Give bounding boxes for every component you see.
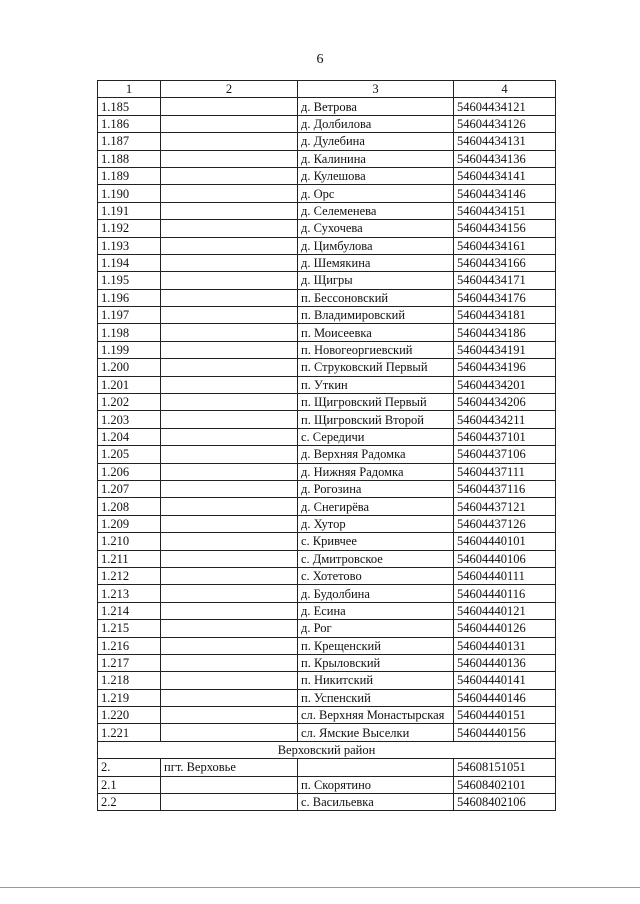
table-row (98, 272, 556, 289)
settlement-cell: д. Рог (298, 620, 454, 637)
settlement-cell: п. Успенский (298, 689, 454, 706)
row-number: 1.199 (98, 341, 161, 358)
table-row (98, 620, 556, 637)
settlement-cell: д. Кулешова (298, 167, 454, 184)
table-row (98, 133, 556, 150)
oktmo-code-cell: 54604440156 (454, 724, 556, 741)
row-number: 1.197 (98, 307, 161, 324)
row-number: 1.186 (98, 115, 161, 132)
settlement-cell: п. Бессоновский (298, 289, 454, 306)
settlement-cell: сл. Ямские Выселки (298, 724, 454, 741)
row-number: 1.221 (98, 724, 161, 741)
row-number: 1.185 (98, 98, 161, 115)
table-row (98, 202, 556, 219)
table-row (98, 689, 556, 706)
row-number: 1.220 (98, 707, 161, 724)
municipality-cell (161, 254, 298, 271)
row-number: 1.203 (98, 411, 161, 428)
table-row (98, 185, 556, 202)
oktmo-code-cell: 54604434176 (454, 289, 556, 306)
settlement-cell: с. Кривчее (298, 533, 454, 550)
row-number: 1.206 (98, 463, 161, 480)
settlement-cell: с. Хотетово (298, 567, 454, 584)
oktmo-code-cell: 54604434121 (454, 98, 556, 115)
row-number: 1.210 (98, 533, 161, 550)
municipality-cell (161, 237, 298, 254)
settlement-cell: д. Калинина (298, 150, 454, 167)
table-row (98, 220, 556, 237)
oktmo-code-cell: 54604434126 (454, 115, 556, 132)
district-heading: Верховский район (98, 741, 556, 758)
column-header: 2 (161, 81, 298, 98)
scan-edge-line (0, 887, 640, 888)
municipality-cell (161, 133, 298, 150)
row-number: 1.211 (98, 550, 161, 567)
municipality-cell (161, 654, 298, 671)
table-row (98, 759, 556, 776)
row-number: 1.217 (98, 654, 161, 671)
row-number: 1.219 (98, 689, 161, 706)
table-row (98, 341, 556, 358)
oktmo-code-cell: 54604434136 (454, 150, 556, 167)
row-number: 1.201 (98, 376, 161, 393)
municipality-cell (161, 689, 298, 706)
row-number: 1.202 (98, 394, 161, 411)
oktmo-code-cell: 54604440131 (454, 637, 556, 654)
municipality-cell (161, 585, 298, 602)
municipality-cell: пгт. Верховье (161, 759, 298, 776)
row-number: 1.208 (98, 498, 161, 515)
row-number: 2.1 (98, 776, 161, 793)
table-header-row (98, 81, 556, 98)
table-body-main (98, 98, 556, 707)
settlement-cell: д. Сухочева (298, 220, 454, 237)
municipality-cell (161, 480, 298, 497)
oktmo-code-cell: 54604434131 (454, 133, 556, 150)
municipality-cell (161, 98, 298, 115)
settlement-cell: д. Нижняя Радомка (298, 463, 454, 480)
table-row (98, 254, 556, 271)
settlement-cell: п. Моисеевка (298, 324, 454, 341)
table-row (98, 428, 556, 445)
settlement-cell: п. Владимировский (298, 307, 454, 324)
municipality-cell (161, 394, 298, 411)
municipality-cell (161, 724, 298, 741)
municipality-cell (161, 515, 298, 532)
settlement-cell: п. Струковский Первый (298, 359, 454, 376)
column-header: 1 (98, 81, 161, 98)
table-row (98, 463, 556, 480)
settlement-cell: с. Васильевка (298, 794, 454, 811)
municipality-cell (161, 463, 298, 480)
table-row (98, 307, 556, 324)
oktmo-code-cell: 54608151051 (454, 759, 556, 776)
table-row (98, 394, 556, 411)
table-row (98, 794, 556, 811)
oktmo-code-cell: 54604437111 (454, 463, 556, 480)
oktmo-code-cell: 54604434181 (454, 307, 556, 324)
oktmo-code-cell: 54604434171 (454, 272, 556, 289)
settlements-table (97, 80, 556, 811)
settlement-cell: д. Орс (298, 185, 454, 202)
row-number: 1.189 (98, 167, 161, 184)
settlement-cell: д. Селеменева (298, 202, 454, 219)
settlement-cell: п. Никитский (298, 672, 454, 689)
oktmo-code-cell: 54604434191 (454, 341, 556, 358)
municipality-cell (161, 411, 298, 428)
table-row (98, 98, 556, 115)
row-number: 1.215 (98, 620, 161, 637)
table-row (98, 776, 556, 793)
settlement-cell: п. Скорятино (298, 776, 454, 793)
municipality-cell (161, 550, 298, 567)
row-number: 1.190 (98, 185, 161, 202)
municipality-cell (161, 167, 298, 184)
municipality-cell (161, 185, 298, 202)
settlement-cell: п. Крыловский (298, 654, 454, 671)
table-row (98, 411, 556, 428)
settlement-cell: сл. Верхняя Монастырская (298, 707, 454, 724)
settlement-cell: п. Новогеоргиевский (298, 341, 454, 358)
table-row (98, 150, 556, 167)
municipality-cell (161, 202, 298, 219)
column-header: 4 (454, 81, 556, 98)
municipality-cell (161, 341, 298, 358)
municipality-cell (161, 220, 298, 237)
row-number: 1.187 (98, 133, 161, 150)
oktmo-code-cell: 54604434146 (454, 185, 556, 202)
row-number: 1.214 (98, 602, 161, 619)
oktmo-code-cell: 54604437106 (454, 446, 556, 463)
oktmo-code-cell: 54604434196 (454, 359, 556, 376)
settlement-cell: д. Рогозина (298, 480, 454, 497)
oktmo-code-cell: 54604440151 (454, 707, 556, 724)
settlement-cell: с. Середичи (298, 428, 454, 445)
row-number: 1.212 (98, 567, 161, 584)
oktmo-code-cell: 54604440126 (454, 620, 556, 637)
settlement-cell: д. Шемякина (298, 254, 454, 271)
municipality-cell (161, 428, 298, 445)
oktmo-code-cell: 54604434151 (454, 202, 556, 219)
settlement-cell: д. Ветрова (298, 98, 454, 115)
oktmo-code-cell: 54604437121 (454, 498, 556, 515)
oktmo-code-cell: 54604434166 (454, 254, 556, 271)
oktmo-code-cell: 54608402101 (454, 776, 556, 793)
row-number: 1.193 (98, 237, 161, 254)
table-row (98, 289, 556, 306)
row-number: 1.218 (98, 672, 161, 689)
oktmo-code-cell: 54604434211 (454, 411, 556, 428)
municipality-cell (161, 776, 298, 793)
oktmo-code-cell: 54604437116 (454, 480, 556, 497)
settlement-cell: п. Щигровский Первый (298, 394, 454, 411)
settlement-cell: д. Щигры (298, 272, 454, 289)
oktmo-code-cell: 54604440111 (454, 567, 556, 584)
oktmo-code-cell: 54604440136 (454, 654, 556, 671)
oktmo-code-cell: 54604434141 (454, 167, 556, 184)
municipality-cell (161, 707, 298, 724)
settlement-cell: д. Долбилова (298, 115, 454, 132)
settlement-cell (298, 759, 454, 776)
table-row (98, 672, 556, 689)
settlement-cell: п. Уткин (298, 376, 454, 393)
table-body-district (98, 759, 556, 811)
municipality-cell (161, 567, 298, 584)
table-row (98, 724, 556, 741)
district-heading-row (98, 741, 556, 758)
table-row (98, 359, 556, 376)
table-row (98, 602, 556, 619)
municipality-cell (161, 359, 298, 376)
row-number: 1.204 (98, 428, 161, 445)
oktmo-code-cell: 54604434201 (454, 376, 556, 393)
oktmo-code-cell: 54604440116 (454, 585, 556, 602)
table-row (98, 533, 556, 550)
table-row (98, 567, 556, 584)
row-number: 1.188 (98, 150, 161, 167)
row-number: 1.191 (98, 202, 161, 219)
row-number: 1.207 (98, 480, 161, 497)
oktmo-code-cell: 54604440141 (454, 672, 556, 689)
settlement-cell: п. Крещенский (298, 637, 454, 654)
table-row (98, 324, 556, 341)
table-row (98, 707, 556, 724)
table-row (98, 585, 556, 602)
table-row (98, 446, 556, 463)
municipality-cell (161, 620, 298, 637)
column-header: 3 (298, 81, 454, 98)
row-number: 1.194 (98, 254, 161, 271)
oktmo-code-cell: 54604434156 (454, 220, 556, 237)
oktmo-code-cell: 54604434186 (454, 324, 556, 341)
oktmo-code-cell: 54604434161 (454, 237, 556, 254)
settlement-cell: д. Будолбина (298, 585, 454, 602)
municipality-cell (161, 794, 298, 811)
table-row (98, 654, 556, 671)
municipality-cell (161, 533, 298, 550)
municipality-cell (161, 376, 298, 393)
settlement-cell: д. Верхняя Радомка (298, 446, 454, 463)
municipality-cell (161, 498, 298, 515)
row-number: 1.205 (98, 446, 161, 463)
settlement-cell: с. Дмитровское (298, 550, 454, 567)
row-number: 1.209 (98, 515, 161, 532)
oktmo-code-cell: 54604437126 (454, 515, 556, 532)
row-number: 1.198 (98, 324, 161, 341)
settlement-cell: д. Хутор (298, 515, 454, 532)
row-number: 1.196 (98, 289, 161, 306)
table-row (98, 498, 556, 515)
row-number: 2. (98, 759, 161, 776)
oktmo-code-cell: 54608402106 (454, 794, 556, 811)
oktmo-code-cell: 54604434206 (454, 394, 556, 411)
municipality-cell (161, 637, 298, 654)
table-row (98, 115, 556, 132)
table-row (98, 376, 556, 393)
table-row (98, 167, 556, 184)
municipality-cell (161, 307, 298, 324)
table-row (98, 237, 556, 254)
settlement-cell: д. Снегирёва (298, 498, 454, 515)
oktmo-code-cell: 54604437101 (454, 428, 556, 445)
row-number: 1.192 (98, 220, 161, 237)
table-row (98, 550, 556, 567)
municipality-cell (161, 672, 298, 689)
municipality-cell (161, 150, 298, 167)
row-number: 1.216 (98, 637, 161, 654)
municipality-cell (161, 115, 298, 132)
municipality-cell (161, 602, 298, 619)
table-row (98, 515, 556, 532)
row-number: 1.195 (98, 272, 161, 289)
row-number: 2.2 (98, 794, 161, 811)
row-number: 1.213 (98, 585, 161, 602)
municipality-cell (161, 446, 298, 463)
oktmo-code-cell: 54604440121 (454, 602, 556, 619)
settlement-cell: д. Дулебина (298, 133, 454, 150)
page-number: 6 (316, 52, 324, 67)
row-number: 1.200 (98, 359, 161, 376)
oktmo-code-cell: 54604440106 (454, 550, 556, 567)
municipality-cell (161, 272, 298, 289)
municipality-cell (161, 289, 298, 306)
oktmo-code-cell: 54604440146 (454, 689, 556, 706)
settlement-cell: д. Есина (298, 602, 454, 619)
settlement-cell: п. Щигровский Второй (298, 411, 454, 428)
table-row (98, 637, 556, 654)
oktmo-code-cell: 54604440101 (454, 533, 556, 550)
table-row (98, 480, 556, 497)
municipality-cell (161, 324, 298, 341)
settlement-cell: д. Цимбулова (298, 237, 454, 254)
